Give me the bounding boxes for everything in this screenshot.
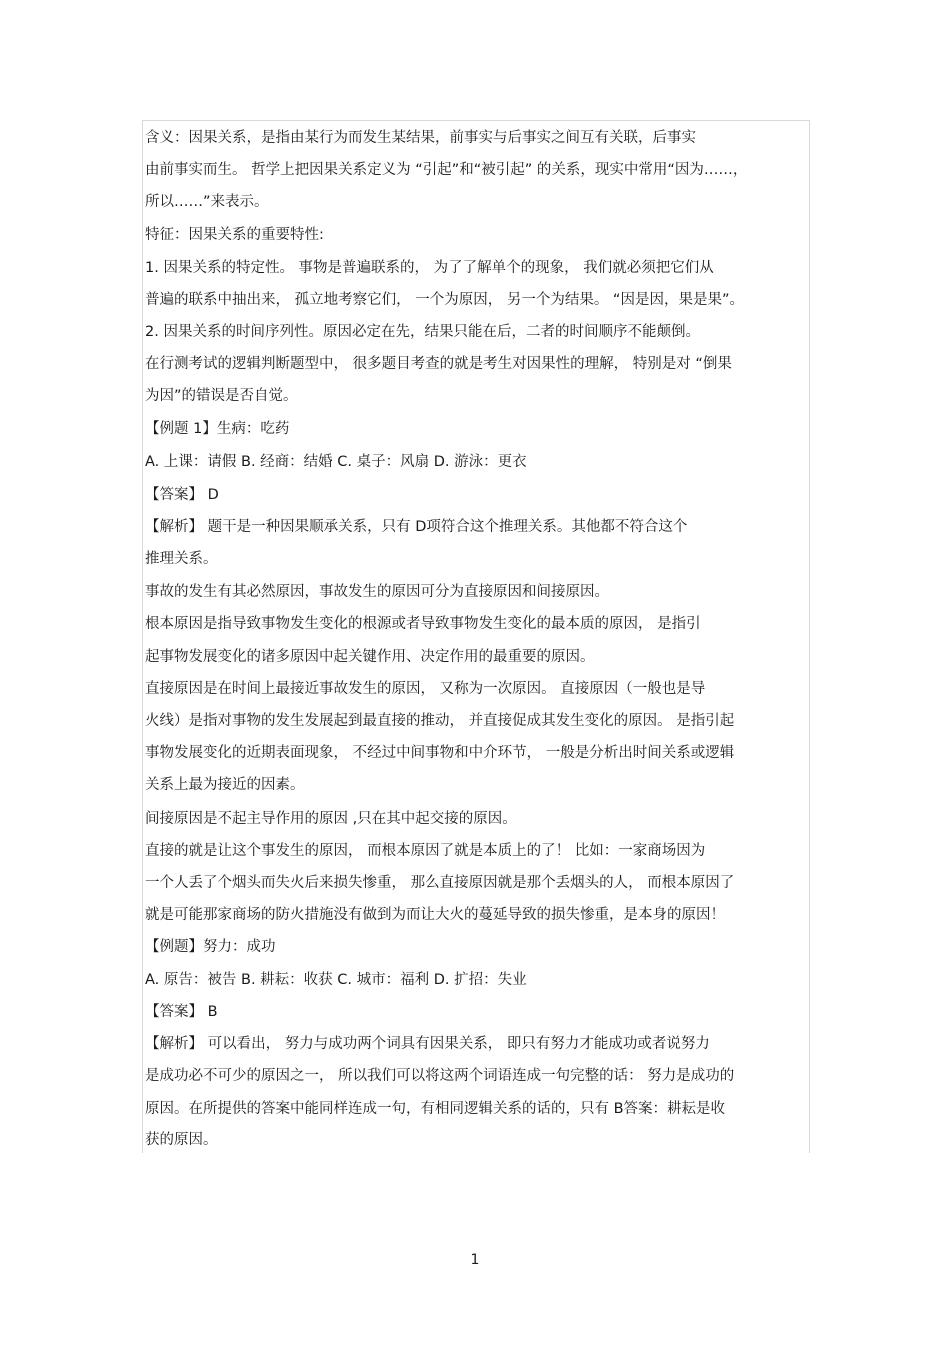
text-line: 事物发展变化的近期表面现象， 不经过中间事物和中介环节， 一般是分析出时间关系或逻辑: [145, 745, 735, 761]
text-line: 【解析】 可以看出， 努力与成功两个词具有因果关系， 即只有努力才能成功或者说努力: [145, 1036, 710, 1052]
text-line: 为因”的错误是否自觉。: [145, 388, 298, 404]
text-line: 在行测考试的逻辑判断题型中， 很多题目考查的就是考生对因果性的理解， 特别是对 “倒果: [145, 356, 732, 372]
text-line: 所以……”来表示。: [145, 194, 269, 210]
page-number: 1: [470, 1252, 480, 1268]
text-line: 直接的就是让这个事发生的原因， 而根本原因了就是本质上的了！ 比如：一家商场因为: [145, 843, 706, 859]
text-line: 普遍的联系中抽出来， 孤立地考察它们， 一个为原因， 另一个为结果。 “因是因，果是果”。: [145, 292, 744, 308]
text-line: 是成功必不可少的原因之一， 所以我们可以将这两个词语连成一句完整的话： 努力是成功的: [145, 1068, 735, 1084]
text-line: A. 上课：请假 B. 经商：结婚 C. 桌子：风扇 D. 游泳：更衣: [145, 454, 527, 470]
text-line: 一个人丢了个烟头而失火后来损失惨重， 那么直接原因就是那个丢烟头的人， 而根本原因了: [145, 875, 735, 891]
text-line: 起事物发展变化的诸多原因中起关键作用、决定作用的最重要的原因。: [145, 649, 595, 665]
text-line: 获的原因。: [145, 1132, 218, 1148]
text-line: 【答案】 D: [145, 487, 219, 503]
text-line: 间接原因是不起主导作用的原因 ,只在其中起交接的原因。: [145, 811, 517, 827]
text-line: 【解析】 题干是一种因果顺承关系，只有 D项符合这个推理关系。其他都不符合这个: [145, 519, 688, 535]
text-line: 特征：因果关系的重要特性:: [145, 227, 324, 243]
text-line: 【例题 1】生病：吃药: [145, 421, 290, 437]
text-line: 1. 因果关系的特定性。 事物是普遍联系的， 为了了解单个的现象， 我们就必须把它们从: [145, 260, 714, 276]
text-line: 原因。在所提供的答案中能同样连成一句，有相同逻辑关系的话的，只有 B答案：耕耘是收: [145, 1101, 726, 1117]
text-line: 火线）是指对事物的发生发展起到最直接的推动， 并直接促成其发生变化的原因。 是指引起: [145, 713, 735, 729]
text-line: A. 原告：被告 B. 耕耘：收获 C. 城市：福利 D. 扩招：失业: [145, 972, 527, 988]
text-line: 根本原因是指导致事物发生变化的根源或者导致事物发生变化的最本质的原因， 是指引: [145, 616, 701, 632]
text-line: 【答案】 B: [145, 1004, 218, 1020]
text-line: 关系上最为接近的因素。: [145, 777, 305, 793]
text-line: 【例题】努力：成功: [145, 939, 276, 955]
text-line: 事故的发生有其必然原因，事故发生的原因可分为直接原因和间接原因。: [145, 584, 609, 600]
text-line: 就是可能那家商场的防火措施没有做到为而让大火的蔓延导致的损失惨重，是本身的原因！: [145, 907, 725, 923]
text-line: 含义：因果关系，是指由某行为而发生某结果，前事实与后事实之间互有关联，后事实: [145, 130, 696, 146]
text-line: 推理关系。: [145, 551, 218, 567]
text-line: 2. 因果关系的时间序列性。原因必定在先，结果只能在后，二者的时间顺序不能颠倒。: [145, 324, 700, 340]
text-line: 直接原因是在时间上最接近事故发生的原因， 又称为一次原因。 直接原因（一般也是导: [145, 681, 706, 697]
text-line: 由前事实而生。 哲学上把因果关系定义为 “引起”和“被引起” 的关系，现实中常用“因为……，: [145, 162, 748, 178]
